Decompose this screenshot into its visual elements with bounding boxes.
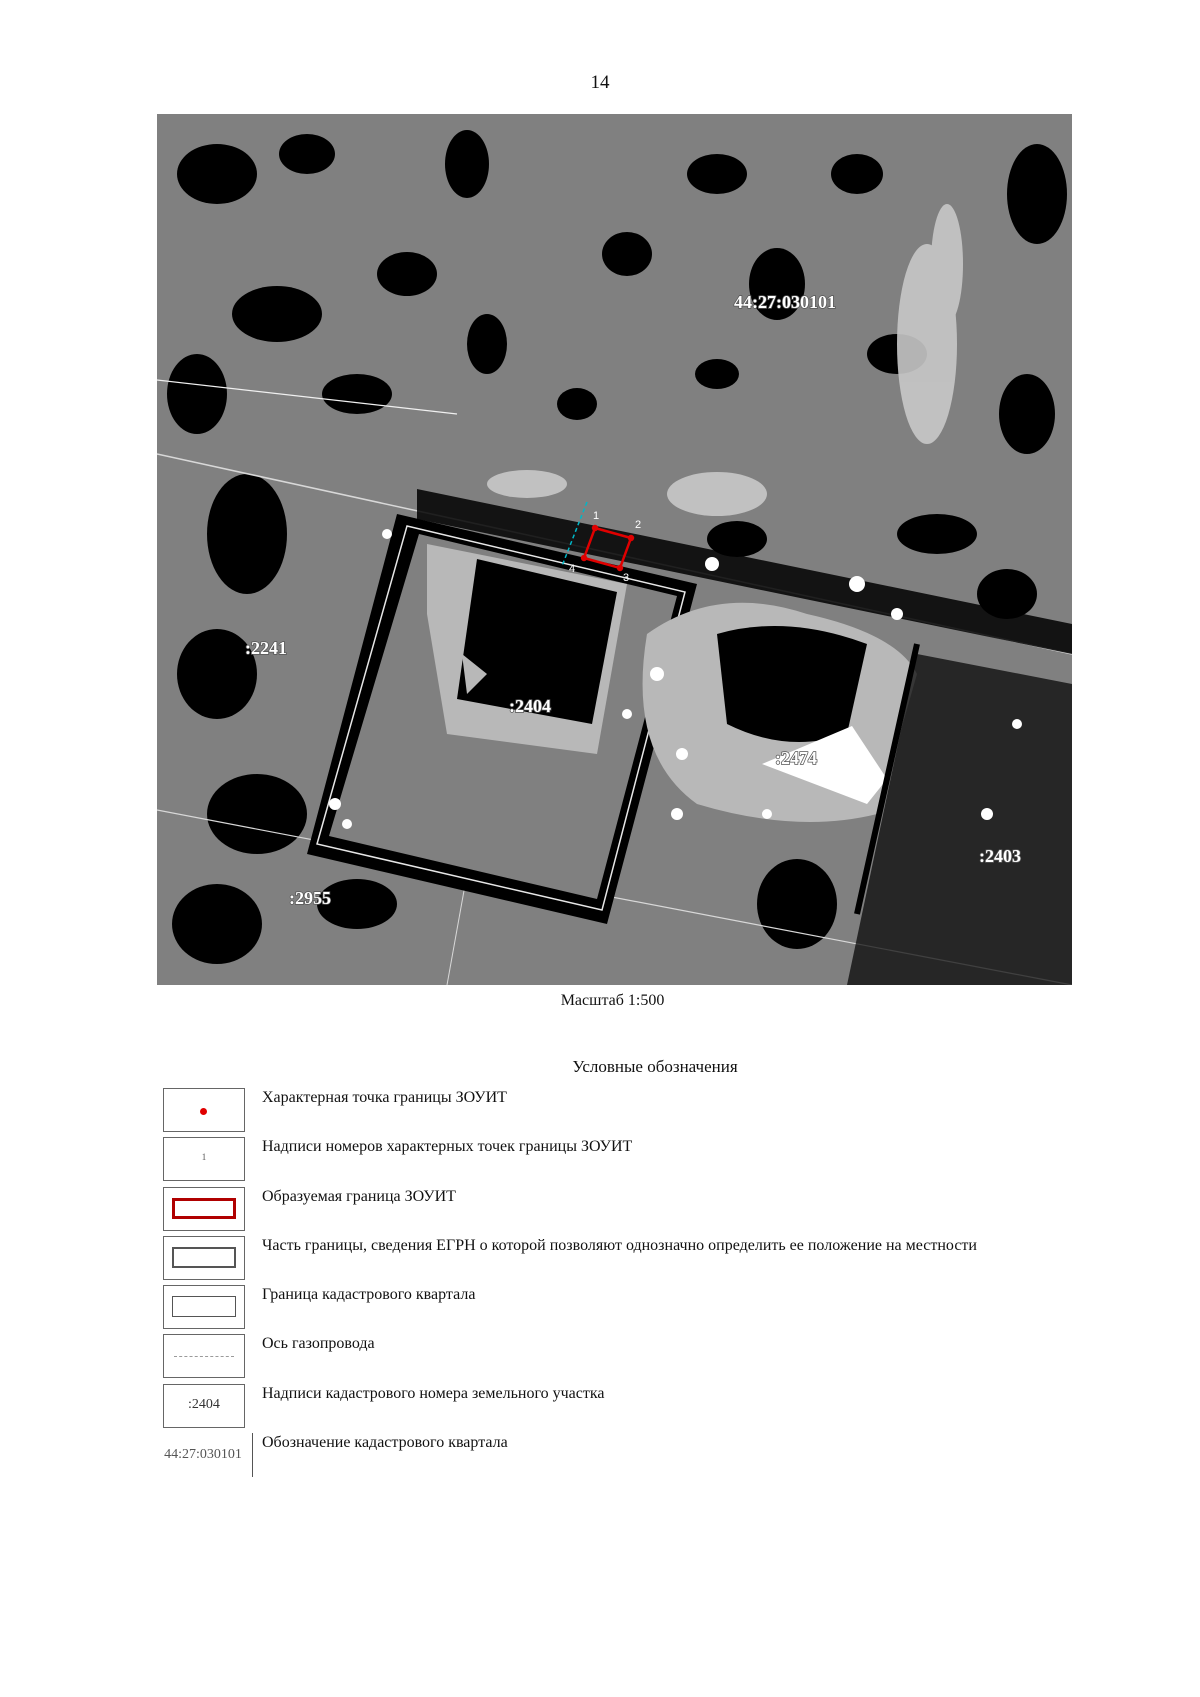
- legend-text-6: Ось газопровода: [262, 1335, 375, 1352]
- page-number: 14: [590, 72, 610, 93]
- building-2474: [717, 626, 867, 742]
- legend-text-8: Обозначение кадастрового квартала: [262, 1434, 508, 1451]
- legend-text-1: Характерная точка границы ЗОУИТ: [262, 1089, 507, 1106]
- point-marker-1[interactable]: [592, 525, 598, 531]
- legend-symbol-quarter-number: [157, 1433, 253, 1477]
- scale-caption: Масштаб 1:500: [560, 992, 665, 1009]
- legend-text-2: Надписи номеров характерных точек границы ЗОУИТ: [262, 1138, 633, 1155]
- dashed-line-icon: [174, 1356, 234, 1357]
- legend-symbol-point-number: [163, 1137, 245, 1181]
- legend-text-7: Надписи кадастрового номера земельного участка: [262, 1385, 605, 1402]
- point-number-sample: 1: [201, 1152, 207, 1162]
- legend-symbol-red-dot: [163, 1088, 245, 1132]
- legend-symbol-thin-rectangle: [163, 1285, 245, 1329]
- point-label-4: 4: [569, 563, 576, 575]
- cadastral-map[interactable]: [157, 114, 1072, 985]
- legend-title: Условные обозначения: [572, 1057, 738, 1076]
- grey-rectangle-icon: [172, 1247, 236, 1268]
- quarter-number-sample: 44:27:030101: [164, 1447, 242, 1462]
- legend-text-5: Граница кадастрового квартала: [262, 1286, 476, 1303]
- red-rectangle-icon: [172, 1198, 236, 1219]
- thin-rectangle-icon: [172, 1296, 236, 1317]
- point-marker-3[interactable]: [617, 565, 623, 571]
- legend-symbol-parcel-number: [163, 1384, 245, 1428]
- parcel-number-sample: :2404: [188, 1397, 220, 1412]
- point-label-1: 1: [593, 510, 600, 522]
- point-marker-4[interactable]: [581, 555, 587, 561]
- legend-symbol-dashed-line: [163, 1334, 245, 1378]
- legend-text-3: Образуемая граница ЗОУИТ: [262, 1188, 456, 1205]
- map-canvas: [157, 114, 1072, 985]
- parcel-label-2955: :2955: [289, 888, 331, 908]
- point-label-3: 3: [623, 572, 630, 584]
- legend-symbol-grey-rectangle: [163, 1236, 245, 1280]
- parcel-label-2241: :2241: [245, 638, 287, 658]
- parcel-label-2474: :2474: [775, 748, 817, 768]
- legend-text-4: Часть границы, сведения ЕГРН о которой позволяют однозначно определить ее положение на местности: [262, 1237, 977, 1254]
- legend-symbol-red-rectangle: [163, 1187, 245, 1231]
- point-marker-2[interactable]: [628, 535, 634, 541]
- parcel-label-2404: :2404: [509, 696, 551, 716]
- quarter-label: 44:27:030101: [734, 292, 836, 312]
- red-dot-icon: [200, 1108, 207, 1115]
- point-label-2: 2: [635, 519, 642, 531]
- parcel-label-2403: :2403: [979, 846, 1021, 866]
